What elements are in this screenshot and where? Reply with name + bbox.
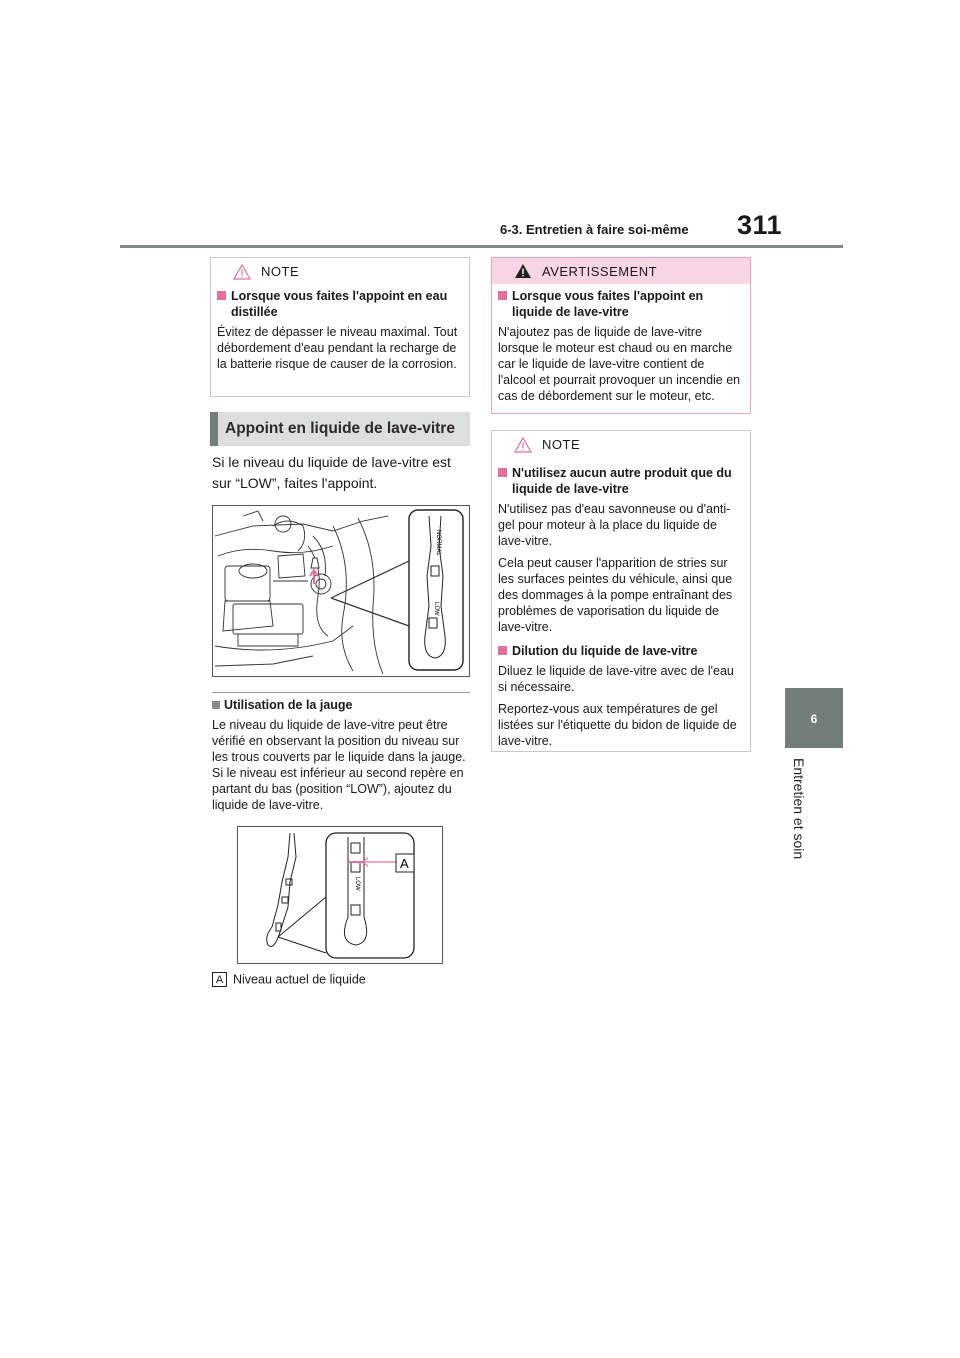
- warning-box: [491, 257, 751, 414]
- dipstick-low-label: LOW: [354, 877, 360, 891]
- pink-square-bullet: [498, 646, 507, 655]
- note-box-distilled-water: [210, 257, 470, 397]
- engine-bay-drawing: [213, 506, 469, 676]
- warning-heading: Lorsque vous faites l'appoint en liquide de lave-vitre: [498, 288, 744, 320]
- pink-square-bullet: [498, 468, 507, 477]
- note-item1-p1: N'utilisez pas d'eau savonneuse ou d'anti-gel pour moteur à la place du liquide de lave-vitre.: [498, 502, 731, 548]
- heading-accent: [210, 412, 218, 446]
- figure-legend: [212, 972, 366, 987]
- callout-label: A: [400, 856, 409, 871]
- warning-label: AVERTISSEMENT: [542, 264, 658, 279]
- section-heading-text: Appoint en liquide de lave-vitre: [225, 420, 455, 437]
- legend-text: Niveau actuel de liquide: [233, 972, 366, 987]
- low-marker-label: LOW: [433, 602, 439, 616]
- note-box-washer-fluid: [491, 430, 751, 752]
- chapter-label: Entretien et soin: [791, 758, 807, 860]
- chapter-tab: [785, 688, 843, 748]
- note-label: NOTE: [542, 437, 581, 452]
- note-body: Évitez de dépasser le niveau maximal. Tout débordement d'eau pendant la recharge de la batterie risque de causer de la corrosion.: [217, 325, 458, 371]
- normal-marker-label: NORMAL: [435, 530, 441, 556]
- gauge-heading: Utilisation de la jauge: [212, 697, 474, 713]
- gauge-body: Le niveau du liquide de lave-vitre peut être vérifié en observant la position du niveau sur les trous couverts par le liquide dans la jauge. Si le niveau est inférieur au second repère en partant du bas (position “LOW”), ajoutez du liquide de lave-vitre.: [212, 718, 466, 812]
- note-header: [492, 431, 750, 457]
- legend-badge: A: [212, 972, 227, 987]
- gauge-usage-section: [212, 697, 474, 813]
- warning-header: [492, 258, 750, 284]
- page-number: 311: [737, 210, 783, 240]
- note-item1-p2: Cela peut causer l'apparition de stries sur les surfaces peintes du véhicule, ainsi que des dommages à la pompe entraînant des problèmes de vaporisation du liquide de lave-vitre.: [498, 556, 733, 634]
- intro-paragraph: Si le niveau du liquide de lave-vitre est sur “LOW”, faites l'appoint.: [212, 454, 451, 491]
- dipstick-illustration: [237, 826, 443, 964]
- note-item2-p2: Reportez-vous aux températures de gel listées sur l'étiquette du bidon de liquide de lave-vitre.: [498, 702, 737, 748]
- pink-square-bullet: [217, 291, 226, 300]
- note-item1-heading: N'utilisez aucun autre produit que du liquide de lave-vitre: [498, 465, 744, 497]
- divider: [212, 692, 470, 693]
- engine-bay-illustration: [212, 505, 470, 677]
- chapter-number: 6: [810, 712, 818, 726]
- warning-triangle-icon: [514, 263, 532, 279]
- note-heading: Lorsque vous faites l'appoint en eau distillée: [217, 288, 463, 320]
- section-title: 6-3. Entretien à faire soi-même: [500, 222, 689, 237]
- dipstick-drawing: [238, 827, 442, 963]
- header-rule: [120, 245, 843, 248]
- note-header: [211, 258, 469, 284]
- note-label: NOTE: [261, 264, 300, 279]
- note-item2-p1: Diluez le liquide de lave-vitre avec de l'eau si nécessaire.: [498, 664, 734, 694]
- caution-outline-icon: [514, 437, 532, 453]
- caution-outline-icon: [233, 264, 251, 280]
- warning-body: N'ajoutez pas de liquide de lave-vitre lorsque le moteur est chaud ou en marche car le liquide de lave-vitre contient de l'alcool et pourrait provoquer un incendie en cas de débordement sur le moteur, etc.: [498, 325, 741, 403]
- pink-square-bullet: [498, 291, 507, 300]
- section-heading: [210, 412, 470, 446]
- grey-square-bullet: [212, 701, 220, 709]
- note-item2-heading: Dilution du liquide de lave-vitre: [498, 643, 744, 659]
